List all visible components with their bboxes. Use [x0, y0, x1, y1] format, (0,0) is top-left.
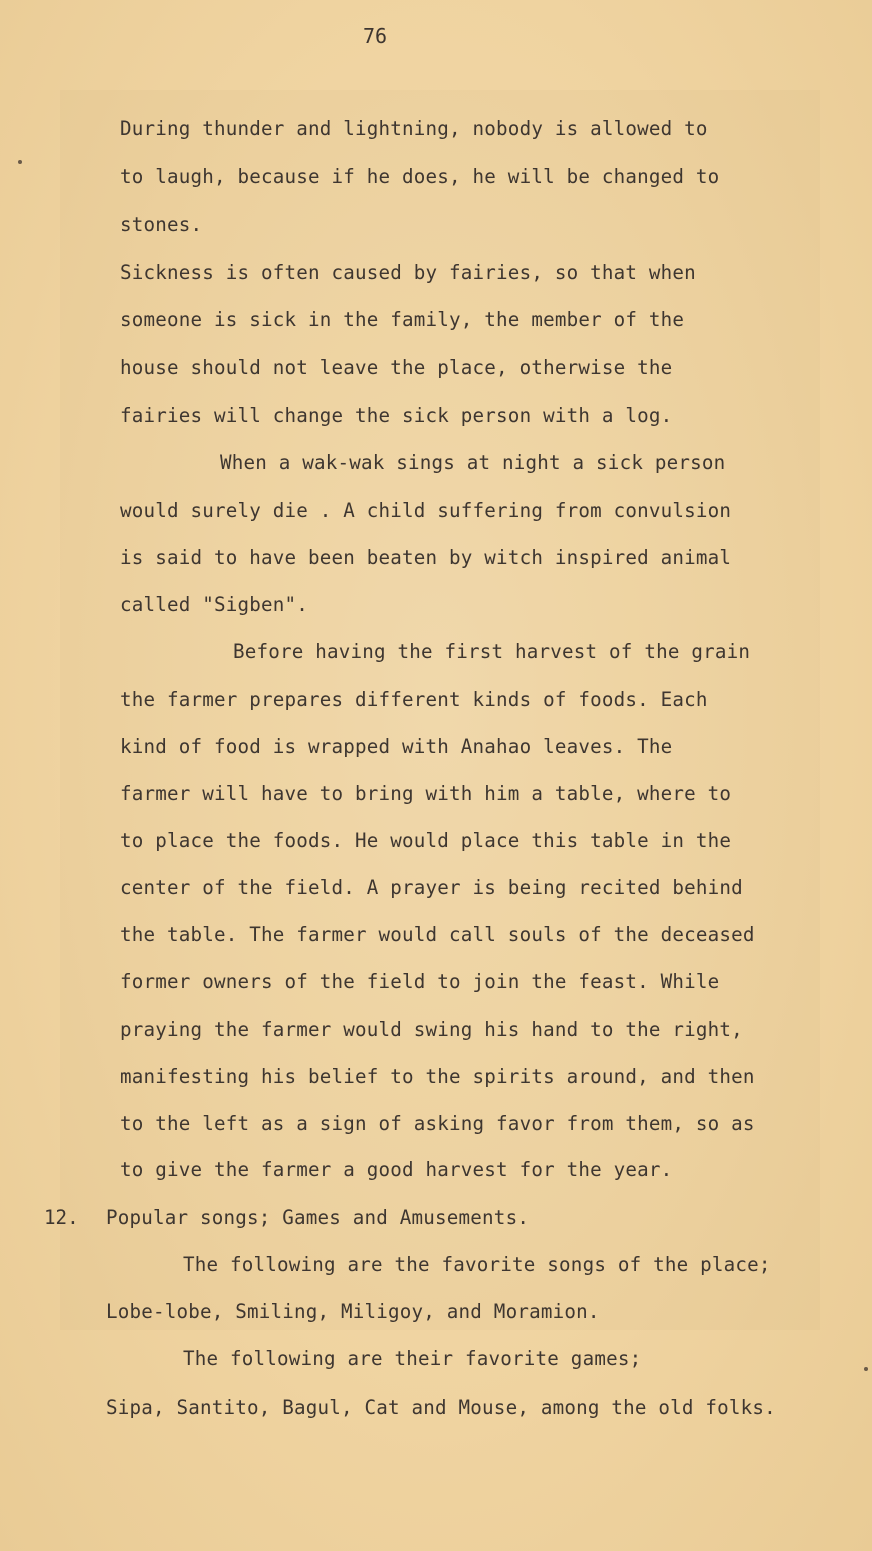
text-line: Lobe-lobe, Smiling, Miligoy, and Moramion.	[106, 1300, 600, 1323]
text-line: the table. The farmer would call souls of the deceased	[120, 923, 755, 946]
text-line: The following are their favorite games;	[183, 1347, 642, 1370]
text-line: house should not leave the place, otherwise the	[120, 356, 673, 379]
page-number: 76	[362, 24, 388, 48]
text-line: to place the foods. He would place this table in the	[120, 829, 732, 852]
text-line: is said to have been beaten by witch inspired animal	[120, 546, 732, 569]
text-line: former owners of the field to join the feast. While	[120, 970, 720, 993]
ink-speck	[864, 1367, 868, 1371]
text-line: The following are the favorite songs of the place;	[183, 1253, 771, 1276]
ink-speck	[18, 160, 22, 164]
section-heading: Popular songs; Games and Amusements.	[106, 1206, 530, 1229]
text-line: farmer will have to bring with him a table, where to	[120, 782, 732, 805]
text-line: fairies will change the sick person with a log.	[120, 404, 673, 427]
text-line: kind of food is wrapped with Anahao leaves. The	[120, 735, 673, 758]
text-line: Sipa, Santito, Bagul, Cat and Mouse, among the old folks.	[106, 1396, 776, 1419]
text-line: would surely die . A child suffering from convulsion	[120, 499, 732, 522]
text-line: During thunder and lightning, nobody is allowed to	[120, 117, 708, 140]
text-line: Before having the first harvest of the grain	[233, 640, 751, 663]
text-line: Sickness is often caused by fairies, so that when	[120, 261, 696, 284]
text-line: called "Sigben".	[120, 593, 309, 616]
section-number: 12.	[44, 1206, 79, 1229]
text-line: center of the field. A prayer is being recited behind	[120, 876, 743, 899]
text-line: someone is sick in the family, the member of the	[120, 308, 685, 331]
text-line: the farmer prepares different kinds of foods. Each	[120, 688, 708, 711]
text-line: When a wak-wak sings at night a sick person	[220, 451, 726, 474]
text-line: to the left as a sign of asking favor from them, so as	[120, 1112, 755, 1135]
text-line: to give the farmer a good harvest for the year.	[120, 1158, 673, 1181]
text-line: stones.	[120, 213, 203, 236]
text-line: manifesting his belief to the spirits around, and then	[120, 1065, 755, 1088]
text-line: to laugh, because if he does, he will be changed to	[120, 165, 720, 188]
text-line: praying the farmer would swing his hand to the right,	[120, 1018, 743, 1041]
